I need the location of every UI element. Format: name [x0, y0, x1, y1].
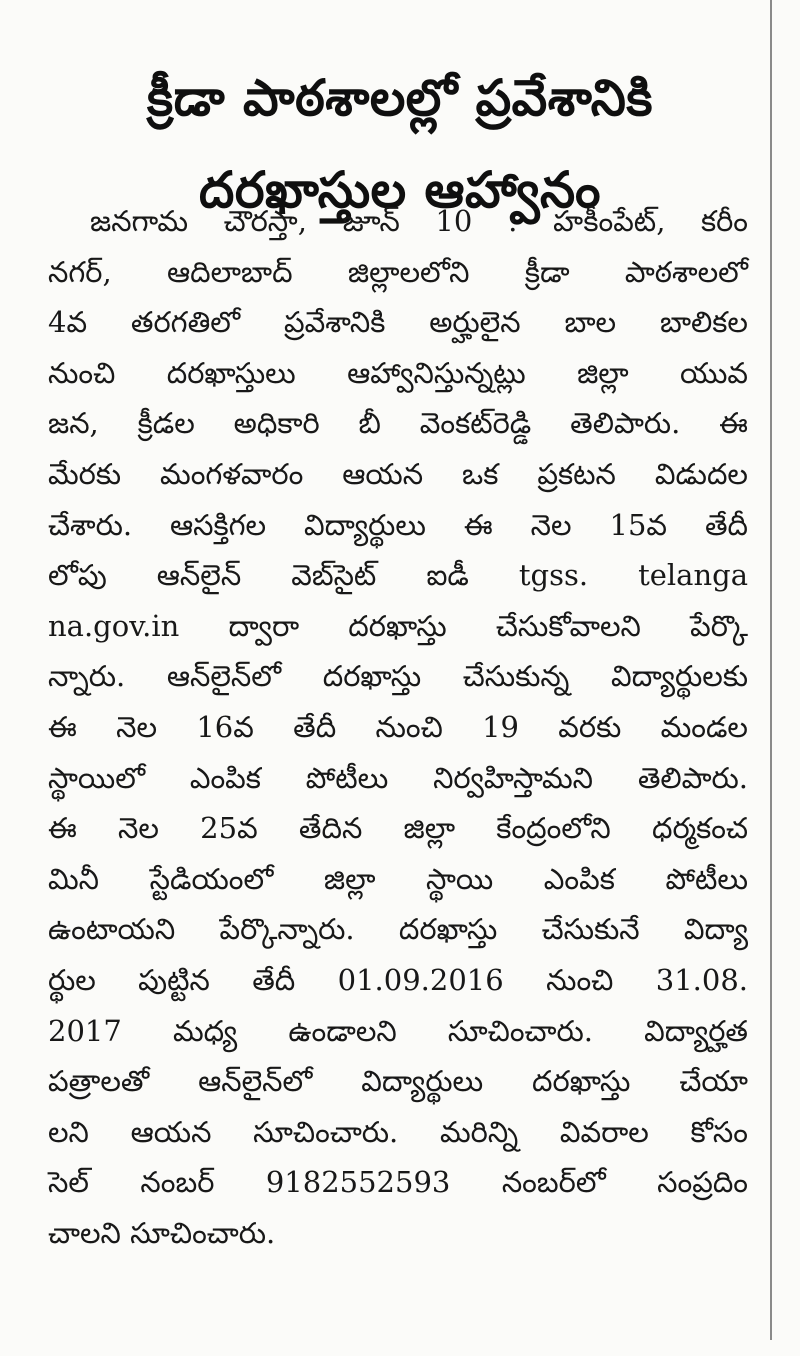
body-line: మినీ స్టేడియంలో జిల్లా స్థాయి ఎంపిక పోటీలు [48, 861, 748, 896]
body-line: చాలని సూచించారు. [48, 1215, 276, 1250]
body-line: లని ఆయన సూచించారు. మరిన్ని వివరాల కోసం [48, 1114, 748, 1149]
body-line: జనగామ చౌరస్తా, జూన్ 10 : హకీంపేట్, కరీం [90, 204, 748, 238]
column-divider [770, 0, 772, 1340]
body-line: 4వ తరగతిలో ప్రవేశానికి అర్హులైన బాల బాలికల [48, 305, 748, 340]
body-line: చేశారు. ఆసక్తిగల విద్యార్థులు ఈ నెల 15వ తేదీ [48, 507, 748, 542]
body-line: పత్రాలతో ఆన్‌లైన్‌లో విద్యార్థులు దరఖాస్తు చేయా [48, 1064, 748, 1099]
body-line: na.gov.in ద్వారా దరఖాస్తు చేసుకోవాలని పేర్కొ [48, 608, 748, 643]
headline-line-1: క్రీడా పాఠశాలల్లో ప్రవేశానికి [147, 68, 653, 127]
article-body [48, 196, 748, 1258]
body-line: నగర్, ఆదిలాబాద్ జిల్లాలలోని క్రీడా పాఠశాలలో [48, 254, 748, 289]
body-line: ఉంటాయని పేర్కొన్నారు. దరఖాస్తు చేసుకునే విద్యా [48, 912, 748, 947]
body-line: న్నారు. ఆన్‌లైన్‌లో దరఖాస్తు చేసుకున్న విద్యార్థులకు [48, 659, 748, 694]
body-line: మేరకు మంగళవారం ఆయన ఒక ప్రకటన విడుదల [48, 456, 748, 491]
body-line: 2017 మధ్య ఉండాలని సూచించారు. విద్యార్హత [48, 1013, 748, 1048]
body-line: లోపు ఆన్‌లైన్ వెబ్‌సైట్ ఐడీ tgss. telanga [48, 558, 748, 593]
body-line: నుంచి దరఖాస్తులు ఆహ్వానిస్తున్నట్లు జిల్లా యువ [48, 355, 748, 390]
body-line: ఈ నెల 16వ తేదీ నుంచి 19 వరకు మండల [48, 709, 748, 744]
body-line: స్థాయిలో ఎంపిక పోటీలు నిర్వహిస్తామని తెలిపారు. [48, 760, 748, 795]
headline-line-2: దరఖాస్తుల ఆహ్వానం [199, 160, 601, 219]
body-line: ఈ నెల 25వ తేదిన జిల్లా కేంద్రంలోని ధర్మకంచ [48, 811, 748, 846]
body-line: సెల్ నంబర్ 9182552593 నంబర్‌లో సంప్రదిం [48, 1165, 748, 1200]
body-line: జన, క్రీడల అధికారి బీ వెంకట్‌రెడ్డి తెలిపారు. ఈ [48, 406, 748, 441]
body-line: ర్థుల పుట్టిన తేదీ 01.09.2016 నుంచి 31.08. [48, 962, 748, 997]
